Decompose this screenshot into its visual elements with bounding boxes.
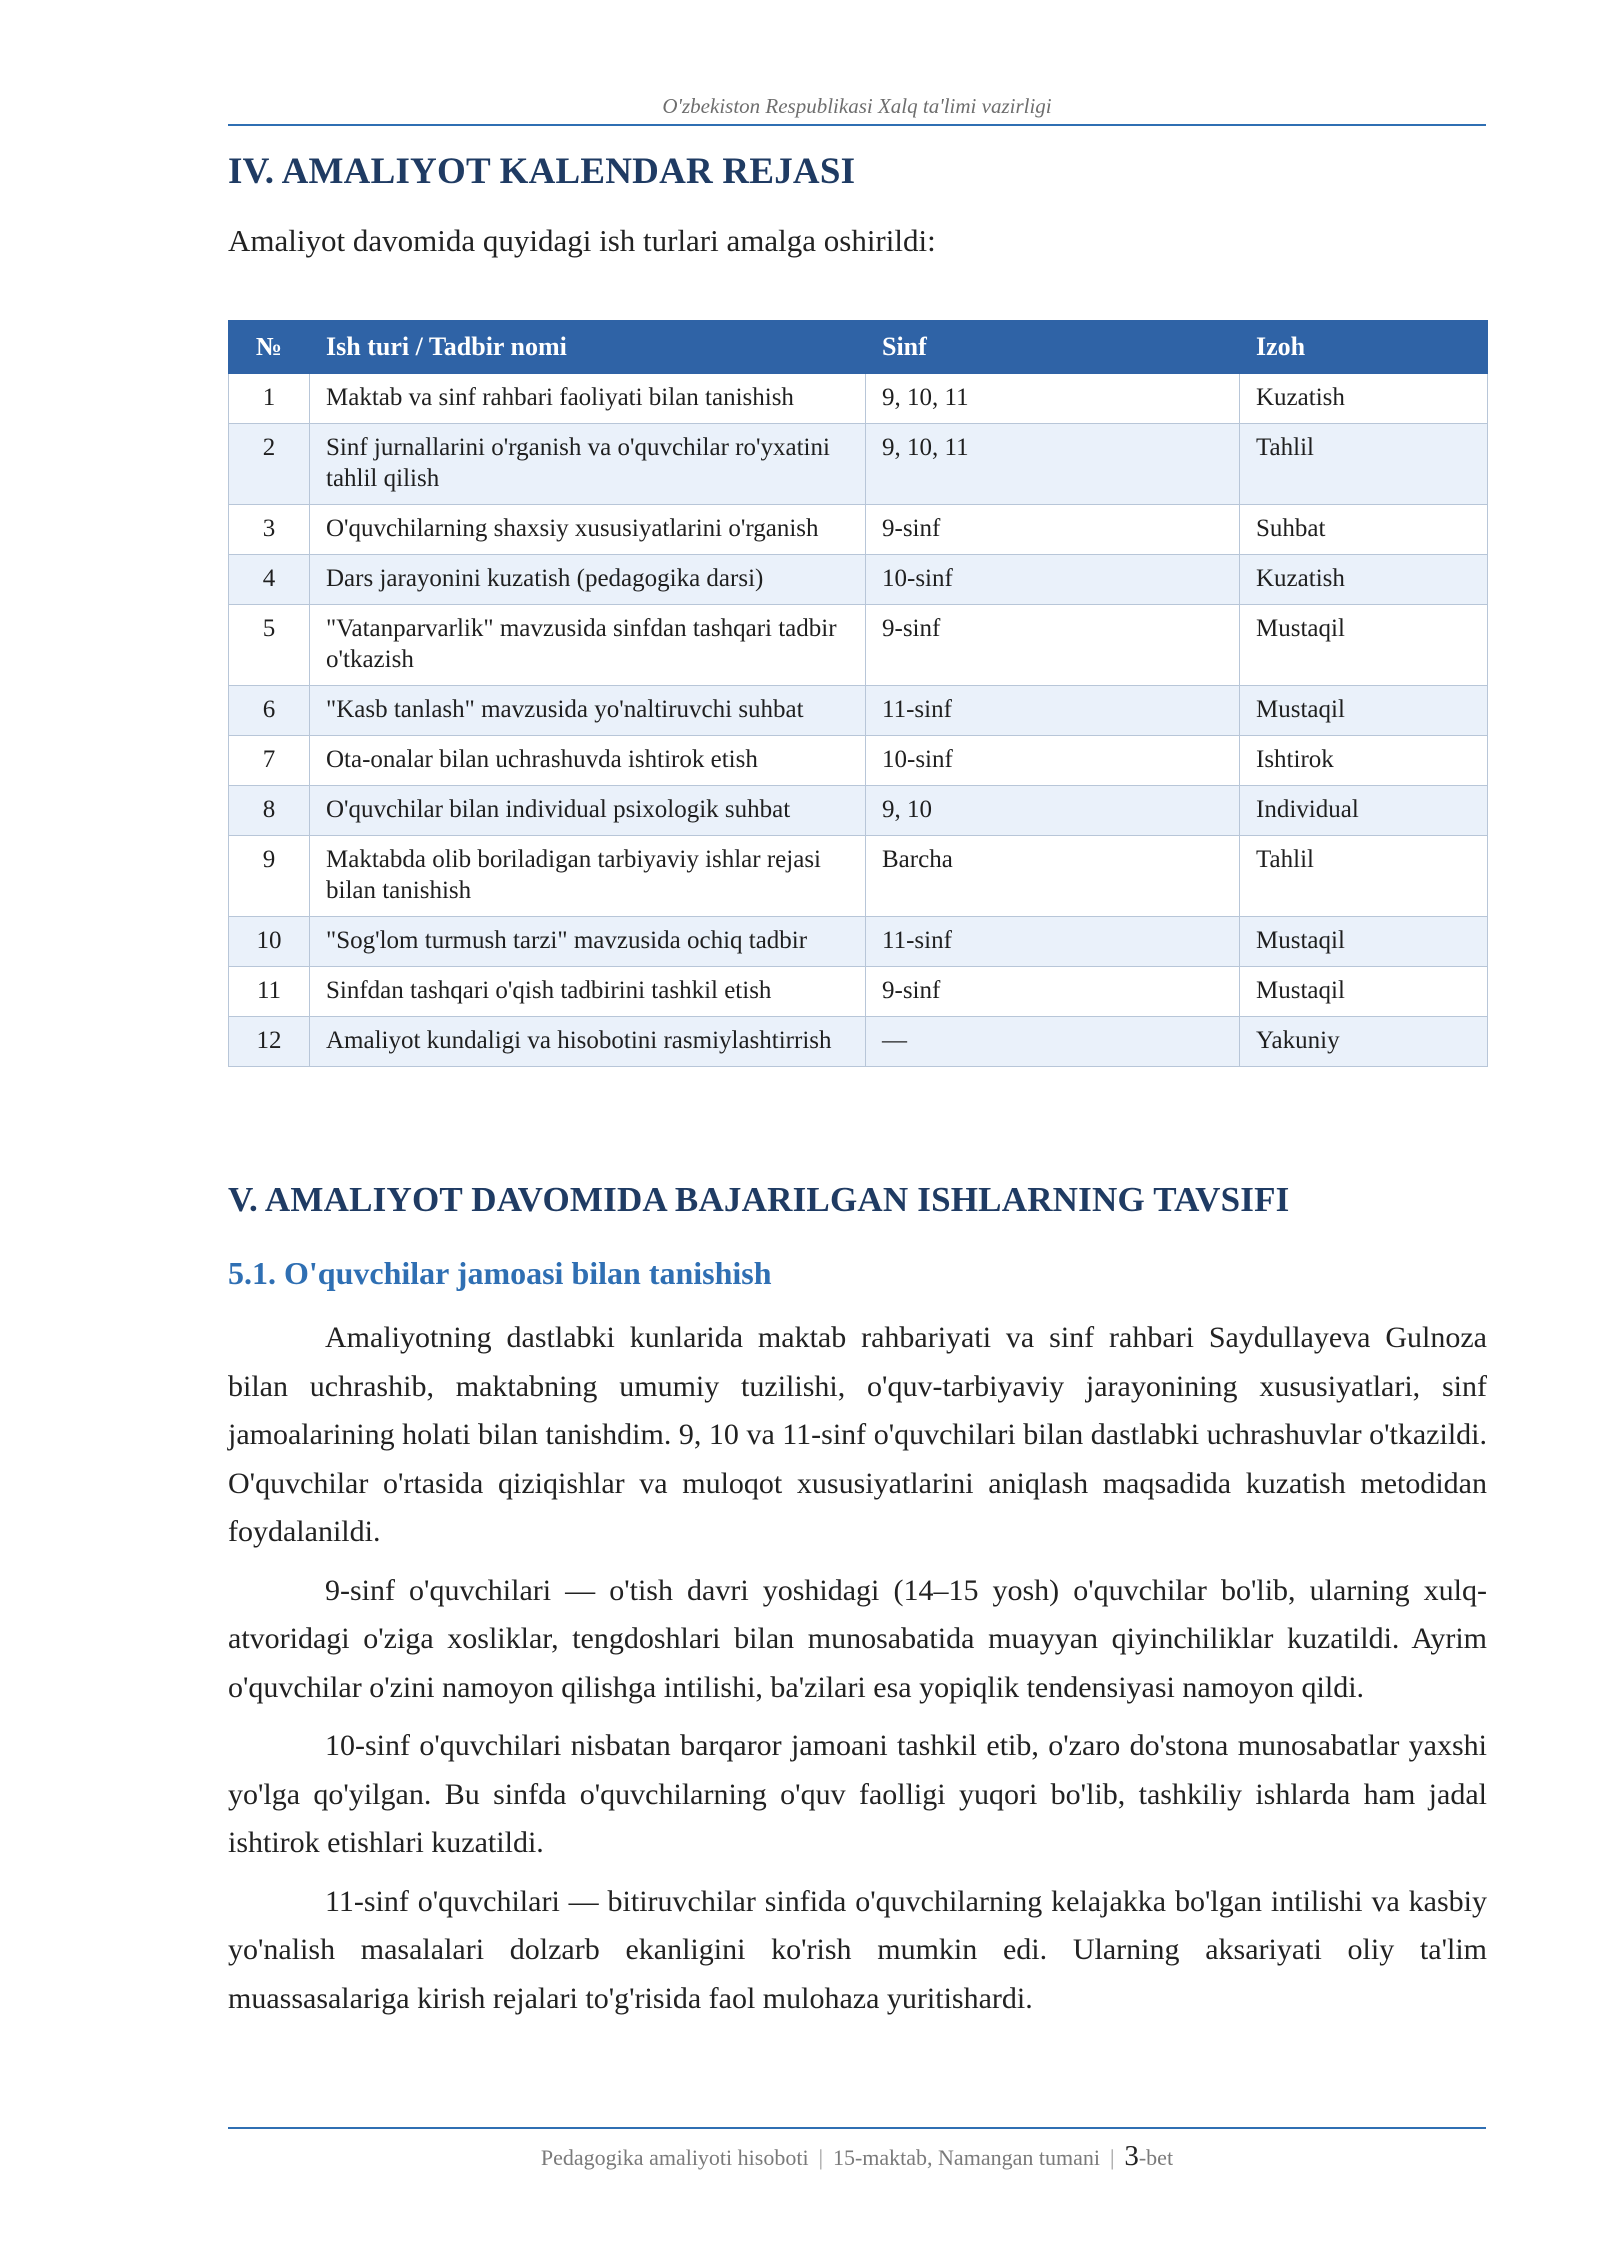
row-note-cell: Tahlil [1240, 424, 1488, 505]
row-grade-cell: 9, 10, 11 [866, 424, 1240, 505]
row-task-cell: O'quvchilar bilan individual psixologik suhbat [310, 786, 866, 836]
row-grade-cell: 9, 10 [866, 786, 1240, 836]
table-row [229, 686, 1488, 736]
row-note-cell: Kuzatish [1240, 374, 1488, 424]
row-grade-cell: 11-sinf [866, 686, 1240, 736]
row-task-cell: "Vatanparvarlik" mavzusida sinfdan tashqari tadbir o'tkazish [310, 605, 866, 686]
table-row [229, 836, 1488, 917]
row-task-cell: Maktab va sinf rahbari faoliyati bilan tanishish [310, 374, 866, 424]
table-row [229, 555, 1488, 605]
row-note-cell: Mustaqil [1240, 967, 1488, 1017]
row-task-cell: Ota-onalar bilan uchrashuvda ishtirok etish [310, 736, 866, 786]
row-number-cell: 1 [229, 374, 310, 424]
row-grade-cell: 9-sinf [866, 605, 1240, 686]
col-header-task: Ish turi / Tadbir nomi [310, 321, 866, 374]
row-number-cell: 3 [229, 505, 310, 555]
table-row [229, 917, 1488, 967]
section-4-title: IV. AMALIYOT KALENDAR REJASI [228, 151, 856, 192]
row-grade-cell: 11-sinf [866, 917, 1240, 967]
section-5-title: V. AMALIYOT DAVOMIDA BAJARILGAN ISHLARNING TAVSIFI [228, 1180, 1290, 1219]
row-grade-cell: 10-sinf [866, 555, 1240, 605]
footer-school: 15-maktab, Namangan tumani [832, 2145, 1100, 2170]
row-task-cell: Dars jarayonini kuzatish (pedagogika darsi) [310, 555, 866, 605]
body-paragraph: 10-sinf o'quvchilari nisbatan barqaror jamoani tashkil etib, o'zaro do'stona munosabatlar yaxshi yo'lga qo'yilgan. Bu sinfda o'quvchilarning o'quv faolligi yuqori bo'lib, tashkiliy ishlarda ham jadal ishtirok etishlari kuzatildi. [228, 1729, 1487, 1859]
row-grade-cell: 9-sinf [866, 505, 1240, 555]
row-task-cell: Sinf jurnallarini o'rganish va o'quvchilar ro'yxatini tahlil qilish [310, 424, 866, 505]
running-header: O'zbekiston Respublikasi Xalq ta'limi vazirligi [662, 94, 1052, 118]
row-number-cell: 4 [229, 555, 310, 605]
row-note-cell: Ishtirok [1240, 736, 1488, 786]
subsection-5-1-title: 5.1. O'quvchilar jamoasi bilan tanishish [228, 1255, 772, 1291]
col-header-grade: Sinf [866, 321, 1240, 374]
row-grade-cell: 9, 10, 11 [866, 374, 1240, 424]
row-number-cell: 10 [229, 917, 310, 967]
body-paragraph: 11-sinf o'quvchilari — bitiruvchilar sinfida o'quvchilarning kelajakka bo'lgan intilishi va kasbiy yo'nalish masalalari dolzarb ekanligini ko'rish mumkin edi. Ularning aksariyati oliy ta'lim muassasalariga kirish rejalari to'g'risida faol mulohaza yuritishardi. [228, 1884, 1487, 2015]
row-number-cell: 6 [229, 686, 310, 736]
footer-separator: | [1109, 2145, 1115, 2170]
footer-page-suffix: -bet [1138, 2145, 1174, 2170]
row-note-cell: Yakuniy [1240, 1017, 1488, 1067]
row-note-cell: Individual [1240, 786, 1488, 836]
row-task-cell: "Sog'lom turmush tarzi" mavzusida ochiq tadbir [310, 917, 866, 967]
row-number-cell: 7 [229, 736, 310, 786]
section-4-intro: Amaliyot davomida quyidagi ish turlari amalga oshirildi: [228, 223, 936, 258]
table-row [229, 786, 1488, 836]
row-note-cell: Kuzatish [1240, 555, 1488, 605]
table-row [229, 1017, 1488, 1067]
footer-separator: | [818, 2145, 823, 2170]
row-note-cell: Mustaqil [1240, 917, 1488, 967]
row-task-cell: Sinfdan tashqari o'qish tadbirini tashkil etish [310, 967, 866, 1017]
col-header-number: № [229, 321, 310, 374]
row-note-cell: Mustaqil [1240, 605, 1488, 686]
row-grade-cell: Barcha [866, 836, 1240, 917]
col-header-note: Izoh [1240, 321, 1488, 374]
table-row [229, 505, 1488, 555]
header-rule [228, 124, 1486, 126]
row-task-cell: Maktabda olib boriladigan tarbiyaviy ishlar rejasi bilan tanishish [310, 836, 866, 917]
row-task-cell: O'quvchilarning shaxsiy xususiyatlarini o'rganish [310, 505, 866, 555]
table-body [229, 374, 1488, 1067]
row-grade-cell: 10-sinf [866, 736, 1240, 786]
calendar-plan-table [228, 320, 1488, 1067]
table-row [229, 424, 1488, 505]
row-note-cell: Suhbat [1240, 505, 1488, 555]
row-task-cell: Amaliyot kundaligi va hisobotini rasmiylashtirrish [310, 1017, 866, 1067]
row-number-cell: 8 [229, 786, 310, 836]
footer-report-name: Pedagogika amaliyoti hisoboti [540, 2145, 809, 2170]
row-grade-cell: — [866, 1017, 1240, 1067]
page-footer [228, 2140, 1486, 2173]
row-note-cell: Tahlil [1240, 836, 1488, 917]
row-task-cell: "Kasb tanlash" mavzusida yo'naltiruvchi suhbat [310, 686, 866, 736]
section-5-1-body [228, 1314, 1487, 2033]
table-row [229, 374, 1488, 424]
row-number-cell: 11 [229, 967, 310, 1017]
row-number-cell: 12 [229, 1017, 310, 1067]
table-row [229, 605, 1488, 686]
row-note-cell: Mustaqil [1240, 686, 1488, 736]
table-header-row [229, 321, 1488, 374]
footer-page-number: 3 [1124, 2140, 1139, 2172]
row-number-cell: 5 [229, 605, 310, 686]
table-row [229, 736, 1488, 786]
body-paragraph: Amaliyotning dastlabki kunlarida maktab rahbariyati va sinf rahbari Saydullayeva Gulnoza bilan uchrashib, maktabning umumiy tuzilishi, o'quv-tarbiyaviy jarayonining xususiyatlari, sinf jamoalarining holati bilan tanishdim. 9, 10 va 11-sinf o'quvchilari bilan dastlabki uchrashuvlar o'tkazildi. O'quvchilar o'rtasida qiziqishlar va muloqot xususiyatlarini aniqlash maqsadida kuzatish metodidan foydalanildi. [228, 1321, 1487, 1548]
body-paragraph: 9-sinf o'quvchilari — o'tish davri yoshidagi (14–15 yosh) o'quvchilar bo'lib, ularning xulq-atvoridagi o'ziga xosliklar, tengdoshlari bilan munosabatida muayyan qiyinchiliklar kuzatildi. Ayrim o'quvchilar o'zini namoyon qilishga intilishi, ba'zilari esa yopiqlik tendensiyasi namoyon qildi. [228, 1573, 1487, 1704]
table-row [229, 967, 1488, 1017]
row-grade-cell: 9-sinf [866, 967, 1240, 1017]
row-number-cell: 2 [229, 424, 310, 505]
row-number-cell: 9 [229, 836, 310, 917]
footer-rule [228, 2127, 1486, 2129]
